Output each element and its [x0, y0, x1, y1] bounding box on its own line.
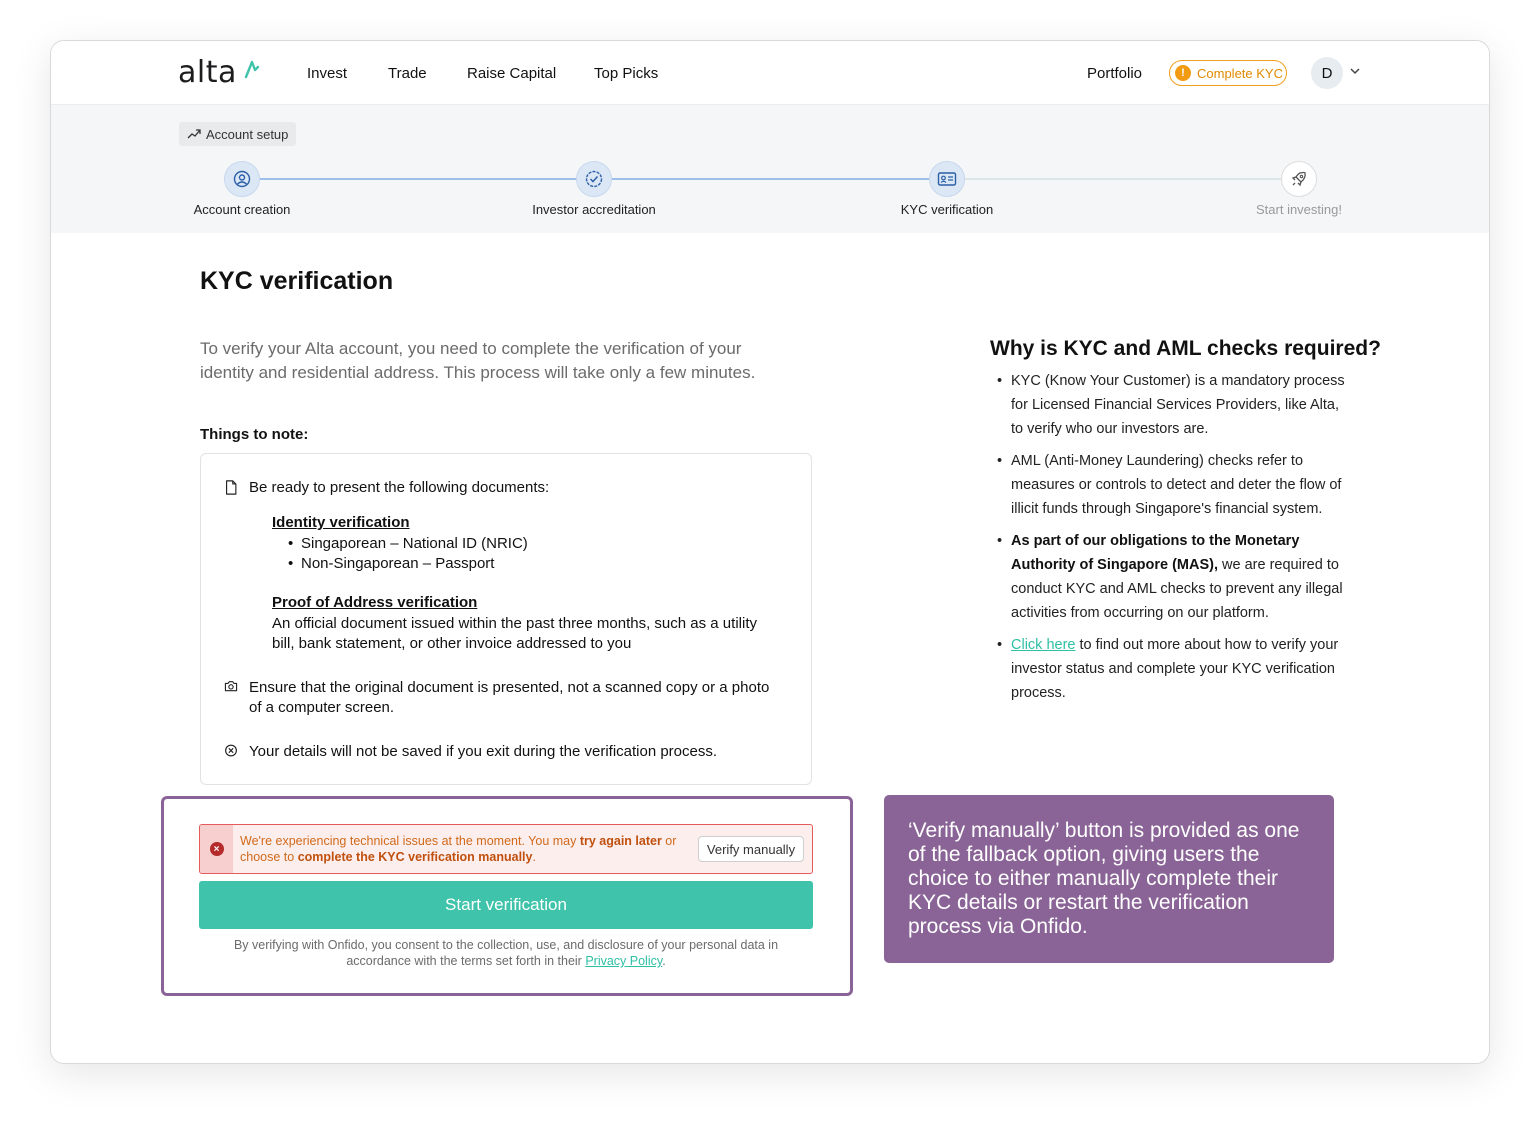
identity-item-nric: • Singaporean – National ID (NRIC)	[301, 534, 528, 554]
why-item-aml: • AML (Anti-Money Laundering) checks refer to measures or controls to detect and deter the flow of illicit funds through Singapore's financial system.	[1011, 449, 1351, 521]
account-setup-progress	[51, 105, 1489, 233]
error-text-3: .	[532, 850, 536, 864]
nav-top-picks[interactable]: Top Picks	[594, 65, 659, 82]
check-badge-icon	[585, 170, 603, 188]
user-avatar[interactable]: D	[1311, 57, 1343, 89]
progress-track-1	[260, 178, 577, 180]
step-label-account-creation: Account creation	[193, 202, 291, 217]
address-verification-heading: Proof of Address verification	[272, 594, 478, 611]
logo-mark-icon	[244, 59, 260, 79]
not-saved-text: Your details will not be saved if you exit during the verification process.	[249, 743, 718, 760]
step-label-start-investing: Start investing!	[1256, 202, 1342, 217]
address-verification-text: An official document issued within the past three months, such as a utility bill, bank statement, or other invoice addressed to you	[272, 615, 757, 652]
step-investor-accreditation[interactable]	[576, 161, 612, 197]
original-document-row	[223, 678, 783, 718]
identity-verification-heading: Identity verification	[272, 514, 410, 531]
trending-up-icon	[187, 128, 201, 140]
document-icon	[223, 478, 239, 495]
rocket-icon	[1290, 170, 1308, 188]
error-banner	[199, 824, 813, 874]
error-icon: ×	[210, 842, 224, 856]
error-text-2: or choose to	[240, 834, 677, 864]
why-item-mas	[1011, 529, 1351, 625]
complete-kyc-button[interactable]	[1169, 60, 1287, 86]
consent-end: .	[662, 954, 666, 968]
account-setup-tag	[179, 122, 296, 146]
mas-rest-text: we are required to conduct KYC and AML checks to prevent any illegal activities from occurring on our platform.	[1011, 557, 1343, 621]
click-here-rest-text: to find out more about how to verify your investor status and complete your KYC verification process.	[1011, 637, 1339, 701]
error-text-1: We're experiencing technical issues at the moment. You may	[240, 834, 580, 848]
account-setup-label: Account setup	[206, 126, 289, 142]
intro-text: To verify your Alta account, you need to complete the verification of your identity and residential address. This process will take only a few minutes.	[200, 339, 756, 382]
warning-icon: !	[1175, 65, 1191, 81]
consent-text	[211, 937, 801, 969]
alta-logo[interactable]: alta	[178, 55, 237, 90]
step-kyc-verification[interactable]	[929, 161, 965, 197]
error-strip	[200, 825, 233, 873]
privacy-policy-link[interactable]: Privacy Policy	[585, 954, 663, 968]
chevron-down-icon[interactable]	[1349, 65, 1361, 77]
step-label-kyc-verification: KYC verification	[900, 202, 994, 217]
original-document-text: Ensure that the original document is presented, not a scanned copy or a photo of a computer screen.	[249, 679, 770, 716]
nav-invest[interactable]: Invest	[307, 65, 348, 82]
complete-kyc-label: Complete KYC	[1197, 65, 1283, 81]
step-label-investor-accreditation: Investor accreditation	[532, 202, 656, 217]
id-card-icon	[937, 171, 957, 187]
top-nav	[51, 41, 1489, 105]
documents-intro: Be ready to present the following documents:	[249, 479, 550, 496]
progress-track-2	[612, 178, 929, 180]
click-here-link[interactable]: Click here	[1011, 637, 1076, 653]
mas-bold-text: As part of our obligations to the Monetary Authority of Singapore (MAS),	[1011, 533, 1300, 573]
verify-manually-button[interactable]: Verify manually	[698, 836, 804, 862]
why-kyc-list	[1011, 369, 1351, 713]
progress-track-3	[965, 178, 1281, 180]
consent-body: By verifying with Onfido, you consent to the collection, use, and disclosure of your personal data in accordance with the terms set forth in their	[233, 938, 779, 968]
documents-row	[223, 478, 549, 498]
why-item-kyc: • KYC (Know Your Customer) is a mandatory process for Licensed Financial Services Providers, like Alta, to verify who our investors are.	[1011, 369, 1351, 441]
user-circle-icon	[233, 170, 251, 188]
camera-icon	[223, 678, 239, 692]
error-try-again-later: try again later	[579, 834, 662, 848]
nav-trade[interactable]: Trade	[388, 65, 427, 82]
start-verification-button[interactable]: Start verification	[199, 881, 813, 929]
app-window	[50, 40, 1490, 1064]
nav-portfolio[interactable]: Portfolio	[1087, 65, 1143, 82]
error-message	[240, 833, 690, 865]
why-kyc-title: Why is KYC and AML checks required?	[990, 337, 1381, 360]
why-item-click-here	[1011, 633, 1351, 705]
step-start-investing	[1281, 161, 1317, 197]
things-to-note-box	[200, 453, 812, 785]
things-to-note-heading: Things to note:	[200, 426, 309, 443]
error-complete-manually: complete the KYC verification manually	[297, 850, 533, 864]
not-saved-row	[223, 742, 717, 762]
nav-raise-capital[interactable]: Raise Capital	[467, 65, 557, 82]
x-circle-icon	[223, 742, 239, 757]
annotation-callout: ‘Verify manually’ button is provided as one of the fallback option, giving users the choice to either manually complete their KYC details or restart the verification process via Onfido.	[884, 795, 1334, 963]
page-title: KYC verification	[200, 267, 394, 295]
step-account-creation[interactable]	[224, 161, 260, 197]
identity-item-passport: • Non-Singaporean – Passport	[301, 554, 494, 574]
